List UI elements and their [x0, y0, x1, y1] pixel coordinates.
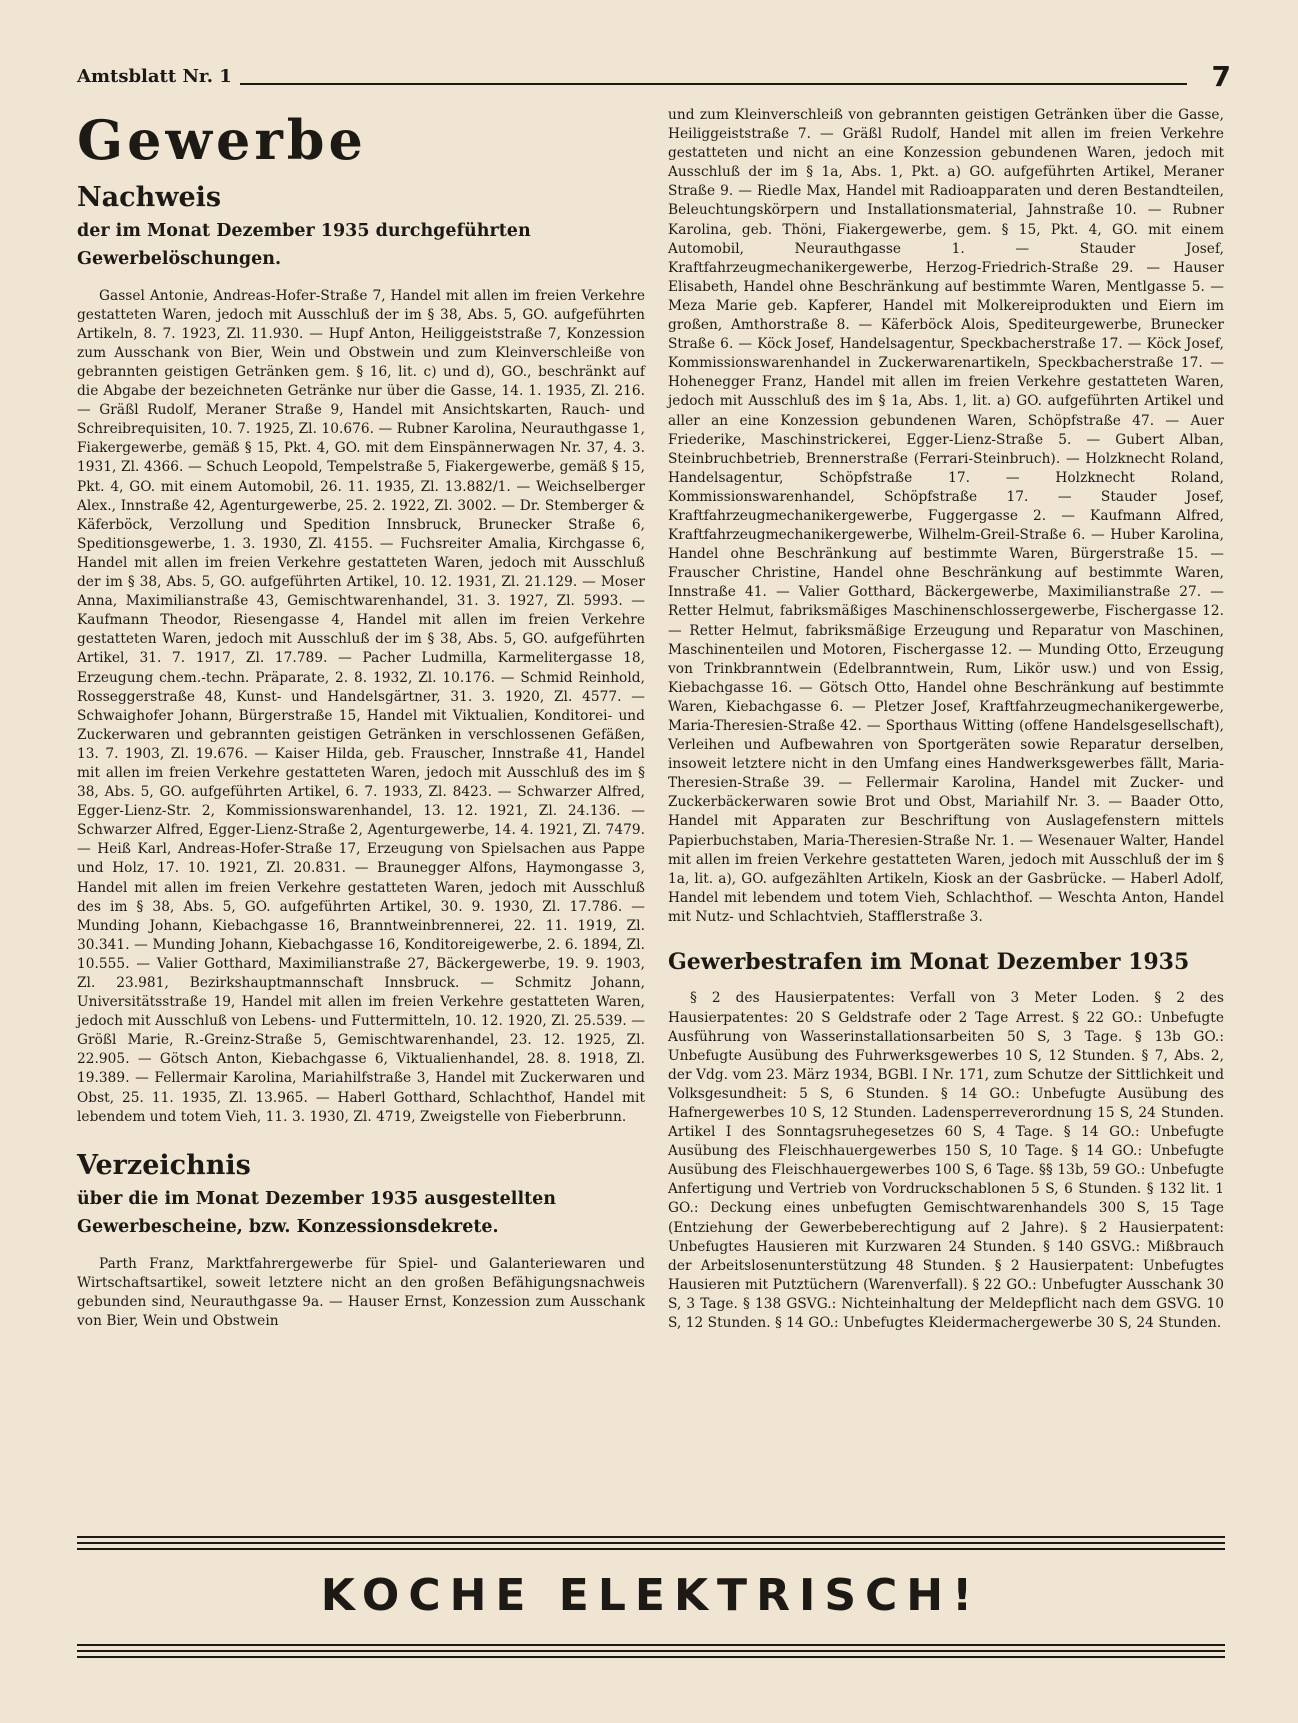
- banner-rule-bottom-1: [77, 1644, 1225, 1646]
- right-column: [668, 106, 1224, 1333]
- publication-label: Amtsblatt Nr. 1: [77, 66, 232, 87]
- nachweis-caption: der im Monat Dezember 1935 durchgeführten Gewerbelöschungen.: [77, 221, 531, 269]
- banner-text: KOCHE ELEKTRISCH!: [320, 1570, 982, 1621]
- nachweis-text: Gassel Antonie, Andreas-Hofer-Straße 7, Handel mit allen im freien Verkehre gestatteten Waren, jedoch mit Ausschluß der im § 38, Abs. 5, GO. aufgeführten Artikeln, 8. 7. 1923, Zl. 11.930. — Hupf Anton, Heiliggeiststraße 7, Konzession zum Ausschank von Bier, Wein und Obstwein und zum Kleinverschleiße von gebrannten geistigen Getränken gem. § 16, lit. c) und d), GO., beschränkt auf die Abgabe der bezeichneten Getränke nur über die Gasse, 14. 1. 1935, Zl. 216. — Gräßl Rudolf, Meraner Straße 9, Handel mit Ansichtskarten, Rauch- und Schreibrequisiten, 10. 7. 1925, Zl. 10.676. — Rubner Karolina, Neurauthgasse 1, Fiakergewerbe, gemäß § 15, Pkt. 4, GO. mit dem Einspännerwagen Nr. 37, 4. 3. 1931, Zl. 4366. — Schuch Leopold, Tempelstraße 5, Fiakergewerbe, gemäß § 15, Pkt. 4, GO. mit einem Automobil, 26. 11. 1935, Zl. 13.882/1. — Weichselberger Alex., Innstraße 42, Agenturgewerbe, 25. 2. 1922, Zl. 3002. — Dr. Stemberger & Käferböck, Verzollung und Spedition Innsbruck, Brunecker Straße 6, Speditionsgewerbe, 1. 3. 1930, Zl. 4155. — Fuchsreiter Amalia, Kirchgasse 6, Handel mit allen im freien Verkehre gestatteten Waren, jedoch mit Ausschluß der im § 38, Abs. 5, GO. aufgeführten Artikel, 10. 12. 1931, Zl. 21.129. — Moser Anna, Maximilianstraße 43, Gemischtwarenhandel, 31. 3. 1927, Zl. 5993. — Kaufmann Theodor, Riesengasse 4, Handel mit allen im freien Verkehre gestatteten Waren, jedoch mit Ausschluß der im § 38, Abs. 5, GO. aufgeführten Artikel, 31. 7. 1917, Zl. 17.789. — Pacher Ludmilla, Karmelitergasse 18, Erzeugung chem.-techn. Präparate, 2. 8. 1932, Zl. 10.176. — Schmid Reinhold, Rosseggerstraße 48, Kunst- und Handelsgärtner, 31. 3. 1920, Zl. 4577. — Schwaighofer Johann, Bürgerstraße 15, Handel mit Viktualien, Konditorei- und Zuckerwaren und gebrannten geistigen Getränken in verschlossenen Gefäßen, 13. 7. 1903, Zl. 19.676. — Kaiser Hilda, geb. Frauscher, Innstraße 41, Handel mit allen im freien Verkehre gestatteten Waren, jedoch mit Ausschluß des im § 38, Abs. 5, GO. aufgeführten Artikel, 6. 7. 1933, Zl. 8423. — Schwarzer Alfred, Egger-Lienz-Str. 2, Kommissionswarenhandel, 13. 12. 1921, Zl. 24.136. — Schwarzer Alfred, Egger-Lienz-Straße 2, Agenturgewerbe, 14. 4. 1921, Zl. 7479. — Heiß Karl, Andreas-Hofer-Straße 17, Erzeugung von Spielsachen aus Pappe und Holz, 17. 10. 1921, Zl. 20.831. — Braunegger Alfons, Haymongasse 3, Handel mit allen im freien Verkehre gestatteten Waren, jedoch mit Ausschluß des im § 38, Abs. 5, GO. aufgeführten Artikel, 30. 9. 1930, Zl. 17.786. — Munding Johann, Kiebachgasse 16, Branntweinbrennerei, 22. 11. 1919, Zl. 30.341. — Munding Johann, Kiebachgasse 16, Konditoreigewerbe, 2. 6. 1894, Zl. 10.555. — Valier Gotthard, Maximilianstraße 27, Bäckergewerbe, 19. 9. 1903, Zl. 23.981, Bezirkshauptmannschaft Innsbruck. — Schmitz Johann, Universitätsstraße 19, Handel mit allen im freien Verkehre gestatteten Waren, jedoch mit Ausschluß von Lebens- und Futtermitteln, 10. 12. 1920, Zl. 25.539. — Größl Marie, R.-Greinz-Straße 5, Gemischtwarenhandel, 23. 12. 1925, Zl. 22.905. — Götsch Anton, Kiebachgasse 6, Viktualienhandel, 28. 8. 1918, Zl. 19.389. — Fellermair Karolina, Mariahilfstraße 3, Handel mit Zuckerwaren und Obst, 25. 11. 1935, Zl. 13.965. — Haberl Gotthard, Schlachthof, Handel mit lebendem und totem Vieh, 11. 3. 1930, Zl. 4719, Zweigstelle von Fieberbrunn.: [77, 287, 645, 1125]
- page-header: [77, 62, 1231, 94]
- verzeichnis-caption: über die im Monat Dezember 1935 ausgestellten Gewerbescheine, bzw. Konzessionsdekrete.: [77, 1189, 557, 1237]
- banner-rule-top-3: [77, 1548, 1225, 1550]
- banner-rule-bottom-2: [77, 1650, 1225, 1652]
- banner-rule-top-2: [77, 1542, 1225, 1544]
- header-rule: [240, 83, 1187, 85]
- left-column: [77, 106, 645, 1331]
- advertisement-banner: [77, 1536, 1225, 1658]
- verzeichnis-heading: Verzeichnis: [77, 1149, 251, 1181]
- verzeichnis-text: Parth Franz, Marktfahrergewerbe für Spiel- und Galanteriewaren und Wirtschaftsartikel, soweit letztere nicht an den großen Befähigungsnachweis gebunden sind, Neurauthgasse 9a. — Hauser Ernst, Konzession zum Ausschank von Bier, Wein und Obstwein: [77, 1255, 645, 1329]
- strafen-text: § 2 des Hausierpatentes: Verfall von 3 Meter Loden. § 2 des Hausierpatentes: 20 S Geldstrafe oder 2 Tage Arrest. § 22 GO.: Unbefugte Ausführung von Wasserinstallationsarbeiten 50 S, 3 Tage. § 13b GO.: Unbefugte Ausübung des Fuhrwerksgewerbes 10 S, 12 Stunden. § 7, Abs. 2, der Vdg. vom 23. März 1934, BGBl. I Nr. 171, zum Schutze der Sittlichkeit und Volksgesundheit: 5 S, 6 Stunden. § 14 GO.: Unbefugte Ausübung des Hafnergewerbes 10 S, 12 Stunden. Ladensperreverordnung 15 S, 24 Stunden. Artikel I des Sonntagsruhegesetzes 60 S, 4 Tage. § 14 GO.: Unbefugte Ausübung des Fleischhauergewerbes 150 S, 10 Tage. § 14 GO.: Unbefugte Ausübung des Fleischhauergewerbes 100 S, 6 Tage. §§ 13b, 59 GO.: Unbefugte Anfertigung und Vertrieb von Vordruckschablonen 5 S, 6 Stunden. § 132 lit. 1 GO.: Deckung eines unbefugten Gemischtwarenhandels 300 S, 15 Tage (Entziehung der Gewerbeberechtigung auf 2 Jahre). § 2 Hausierpatent: Unbefugtes Hausieren mit Kurzwaren 24 Stunden. § 140 GSVG.: Mißbrauch der Arbeitslosenunterstützung 48 Stunden. § 2 Hausierpatent: Unbefugtes Hausieren mit Putztüchern (Warenverfall). § 22 GO.: Unbefugter Ausschank 30 S, 3 Tage. § 138 GSVG.: Nichteinhaltung der Meldepflicht nach dem GSVG. 10 S, 12 Stunden. § 14 GO.: Unbefugtes Kleidermachergewerbe 30 S, 24 Stunden.: [668, 990, 1224, 1332]
- banner-rule-bottom-3: [77, 1656, 1225, 1658]
- banner-rule-top-1: [77, 1536, 1225, 1538]
- section-title: Gewerbe: [77, 108, 367, 172]
- strafen-heading: Gewerbestrafen im Monat Dezember 1935: [668, 949, 1190, 976]
- verzeichnis-continuation-text: und zum Kleinverschleiß von gebrannten geistigen Getränken über die Gasse, Heiliggeiststraße 7. — Gräßl Rudolf, Handel mit allen im freien Verkehre gestatteten und nicht an eine Konzession gebundenen Waren, jedoch mit Ausschluß der im § 1a, Abs. 1, Pkt. a) GO. aufgeführten Artikel, Meraner Straße 9. — Riedle Max, Handel mit Radioapparaten und deren Bestandteilen, Beleuchtungskörpern und Installationsmaterial, Jahnstraße 10. — Rubner Karolina, geb. Thöni, Fiakergewerbe, gem. § 15, Pkt. 4, GO. mit einem Automobil, Neurauthgasse 1. — Stauder Josef, Kraftfahrzeugmechanikergewerbe, Herzog-Friedrich-Straße 29. — Hauser Elisabeth, Handel ohne Beschränkung auf bestimmte Waren, Mentlgasse 5. — Meza Marie geb. Kapferer, Handel mit Molkereiprodukten und Eiern im großen, Amthorstraße 8. — Käferböck Alois, Speditеurgewerbe, Brunecker Straße 6. — Köck Josef, Handelsagentur, Speckbacherstraße 17. — Köck Josef, Kommissionswarenhandel in Zuckerwarenartikeln, Speckbacherstraße 17. — Hohenegger Franz, Handel mit allen im freien Verkehre gestatteten Waren, jedoch mit Ausschluß des im § 1a, Abs. 1, lit. a) GO. aufgeführten Artikel und aller an eine Konzession gebundenen Waren, Schöpfstraße 47. — Auer Friederike, Maschinstrickerei, Egger-Lienz-Straße 5. — Gubert Alban, Steinbruchbetrieb, Brennerstraße (Ferrari-Steinbruch). — Holzknecht Roland, Handelsagentur, Schöpfstraße 17. — Holzknecht Roland, Kommissionswarenhandel, Schöpfstraße 17. — Stauder Josef, Kraftfahrzeugmechanikergewerbe, Fuggergasse 2. — Kaufmann Alfred, Kraftfahrzeugmechanikergewerbe, Wilhelm-Greil-Straße 6. — Huber Karolina, Handel ohne Beschränkung auf bestimmte Waren, Bürgerstraße 15. — Frauscher Christine, Handel ohne Beschränkung auf bestimmte Waren, Innstraße 41. — Valier Gotthard, Bäckergewerbe, Maximilianstraße 27. — Retter Helmut, fabriksmäßiges Maschinenschlossergewerbe, Fischergasse 12. — Retter Helmut, fabriksmäßige Erzeugung und Reparatur von Maschinen, Maschinenteilen und Motoren, Fischergasse 12. — Munding Otto, Erzeugung von Trinkbranntwein (Edelbranntwein, Rum, Likör usw.) und von Essig, Kiebachgasse 16. — Götsch Otto, Handel ohne Beschränkung auf bestimmte Waren, Kiebachgasse 6. — Pletzer Josef, Kraftfahrzeugmechanikergewerbe, Maria-Theresien-Straße 42. — Sporthaus Witting (offene Handelsgesellschaft), Verleihen und Aufbewahren von Sportgeräten sowie Reparatur derselben, insoweit letztere nicht in den Umfang eines Handwerksgewerbes fällt, Maria-Theresien-Straße 39. — Fellermair Karolina, Handel mit Zucker- und Zuckerbäckerwaren sowie Brot und Obst, Mariahilf Nr. 3. — Baader Otto, Handel mit Apparaten zur Beschriftung von Auslagefenstern mittels Papierbuchstaben, Maria-Theresien-Straße Nr. 1. — Wesenauer Walter, Handel mit allen im freien Verkehre gestatteten Waren, jedoch mit Ausschluß der im § 1a, lit. a), GO. aufgezählten Artikeln, Kiosk an der Gasbrücke. — Haberl Adolf, Handel mit lebendem und totem Vieh, Schlachthof. — Weschta Anton, Handel mit Nutz- und Schlachtvieh, Stafflerstraße 3.: [668, 107, 1224, 925]
- nachweis-heading: Nachweis: [77, 181, 222, 213]
- page-number: 7: [1211, 60, 1231, 93]
